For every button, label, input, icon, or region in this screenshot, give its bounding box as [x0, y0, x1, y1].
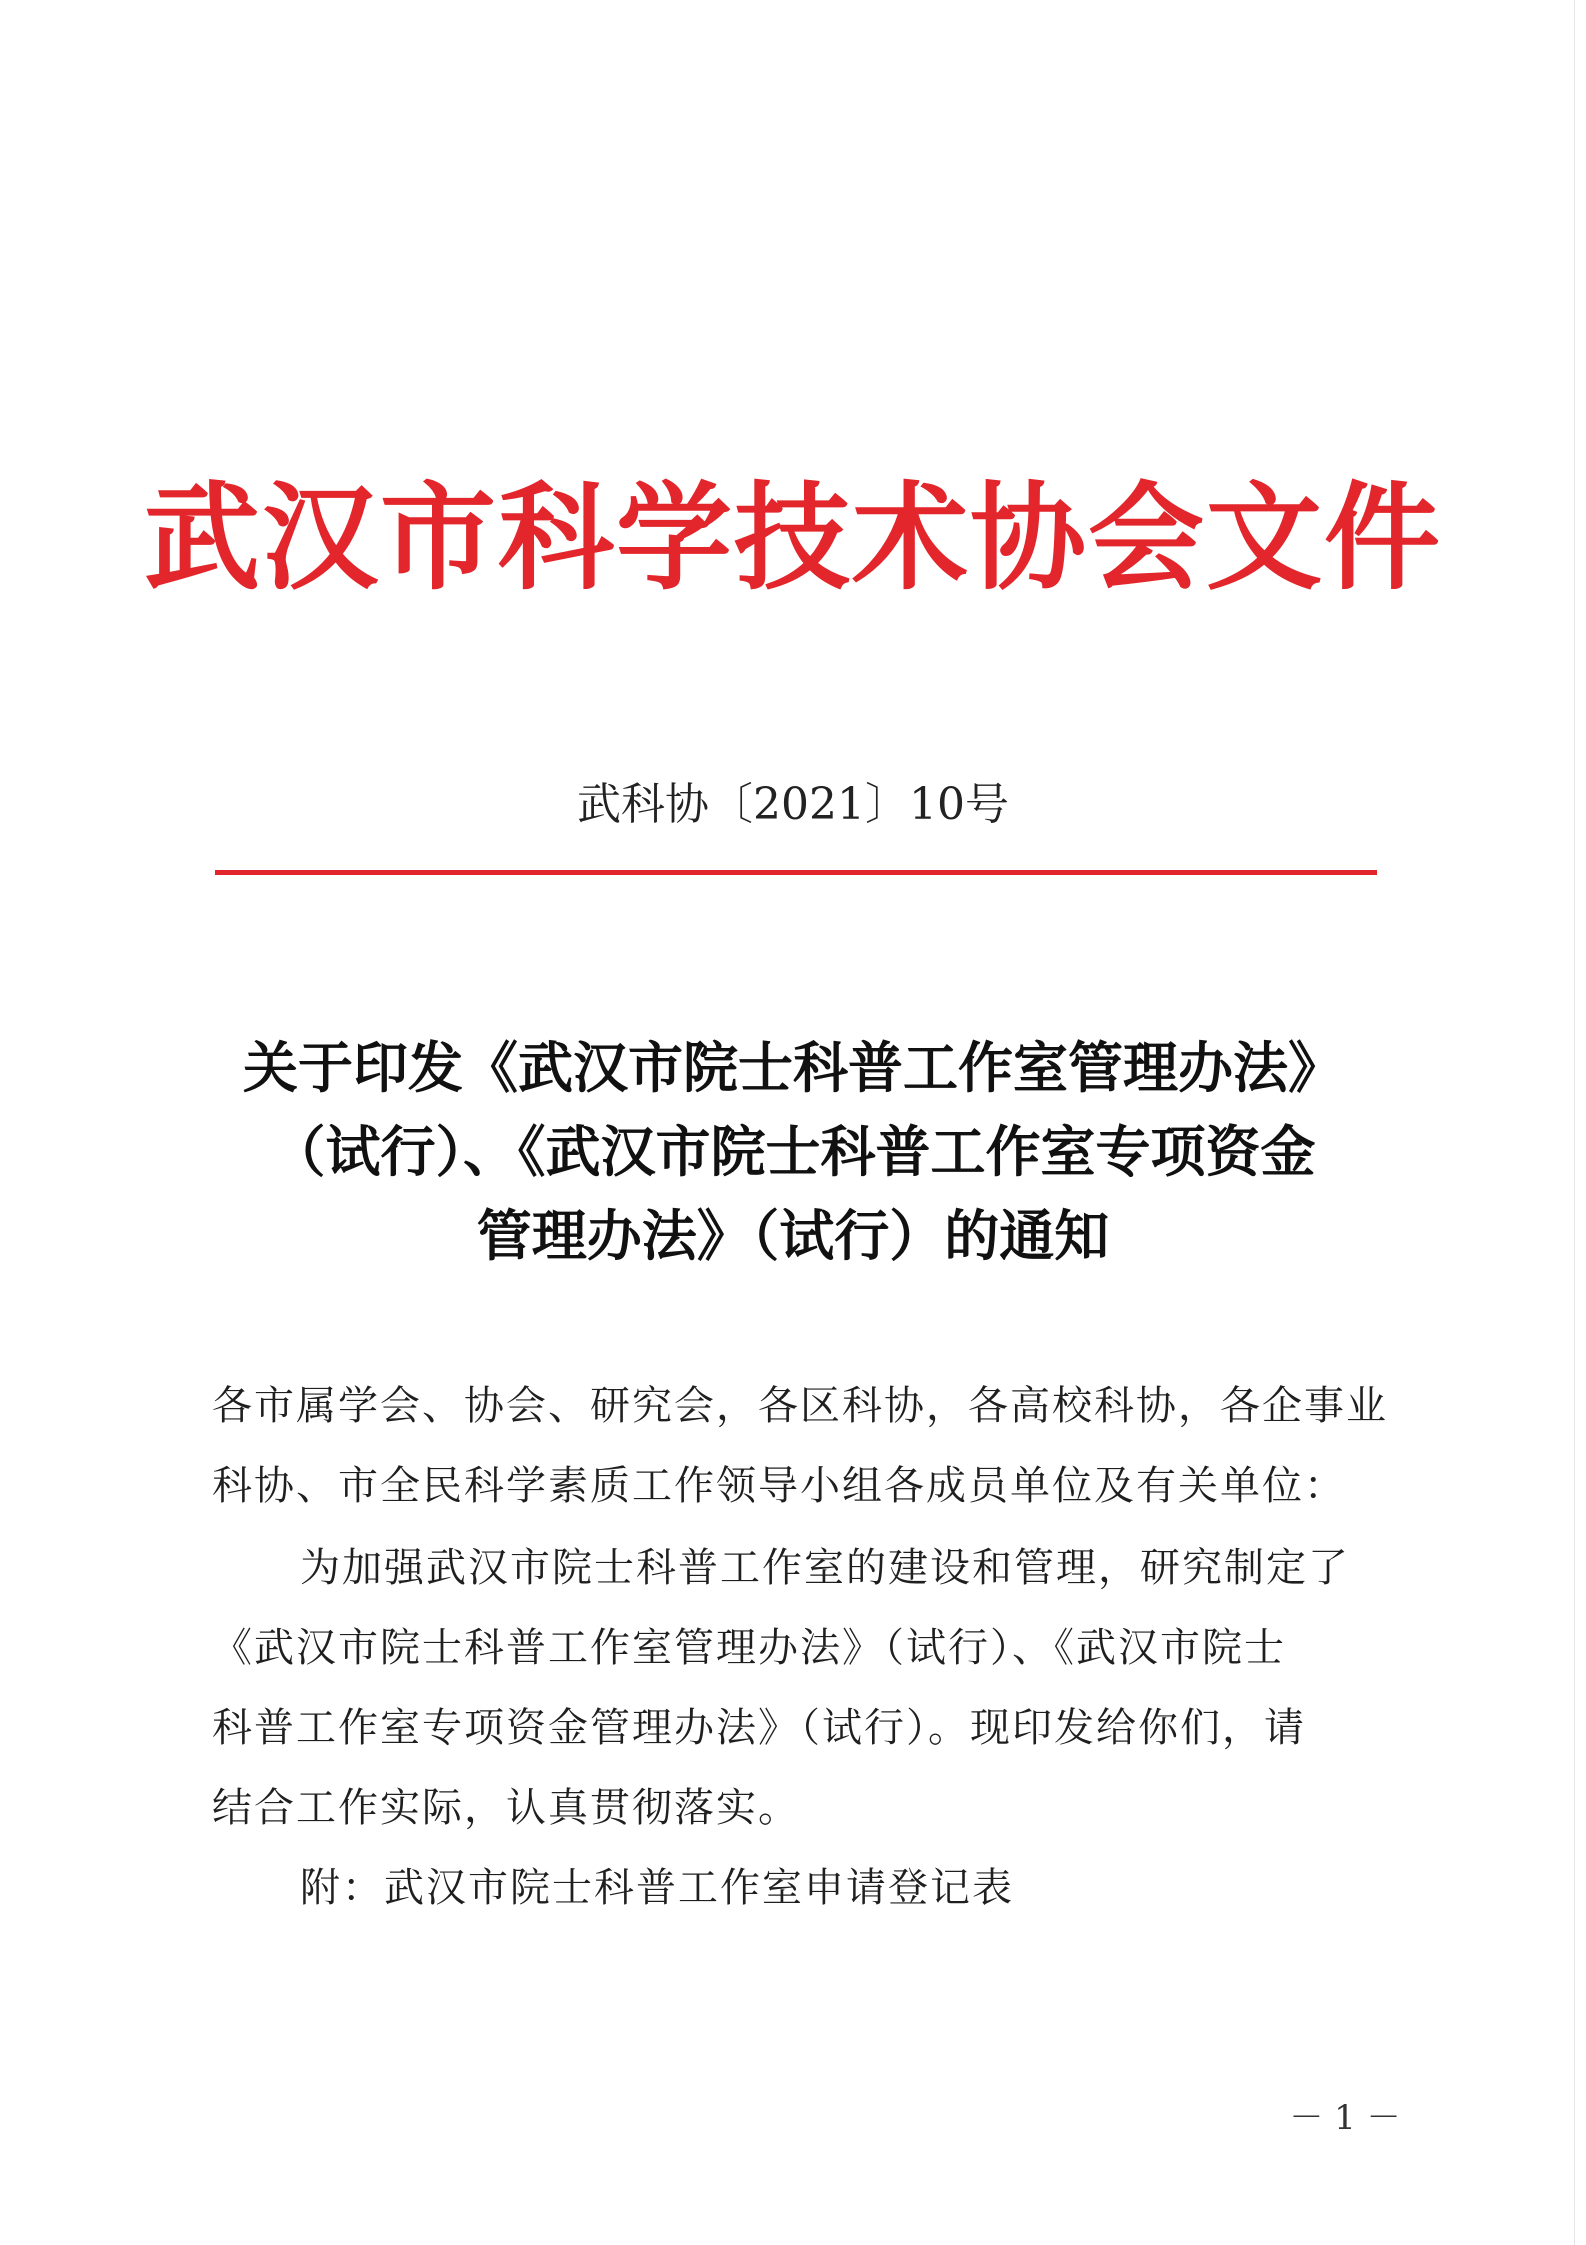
body-line: 结合工作实际，认真贯彻落实。 [212, 1785, 800, 1831]
title-line: 关于印发《武汉市院士科普工作室管理办法》 [242, 1035, 1343, 1100]
body-line: 《武汉市院士科普工作室管理办法》（试行）、《武汉市院士 [212, 1625, 1286, 1671]
page-number: － 1 － [1289, 2098, 1401, 2138]
salutation-line: 各市属学会、协会、研究会，各区科协，各高校科协，各企事业 [212, 1383, 1388, 1429]
red-separator-line [215, 870, 1377, 875]
attachment-note [212, 1848, 1384, 1928]
attachment-line: 附：武汉市院士科普工作室申请登记表 [300, 1865, 1014, 1911]
title-line: 管理办法》（试行）的通知 [476, 1203, 1110, 1268]
body-line: 科普工作室专项资金管理办法》（试行）。现印发给你们，请 [212, 1705, 1306, 1751]
document-masthead: 武汉市科学技术协会文件 [144, 470, 1442, 606]
salutation [212, 1366, 1388, 1526]
body-paragraph [212, 1528, 1384, 1848]
page-edge-line [1574, 0, 1575, 2245]
body-line: 为加强武汉市院士科普工作室的建设和管理，研究制定了 [300, 1545, 1350, 1591]
document-title [205, 1026, 1381, 1278]
title-line: （试行）、《武汉市院士科普工作室专项资金 [270, 1119, 1316, 1184]
document-number: 武科协〔2021〕10号 [577, 779, 1009, 830]
salutation-line: 科协、市全民科学素质工作领导小组各成员单位及有关单位： [212, 1463, 1346, 1509]
